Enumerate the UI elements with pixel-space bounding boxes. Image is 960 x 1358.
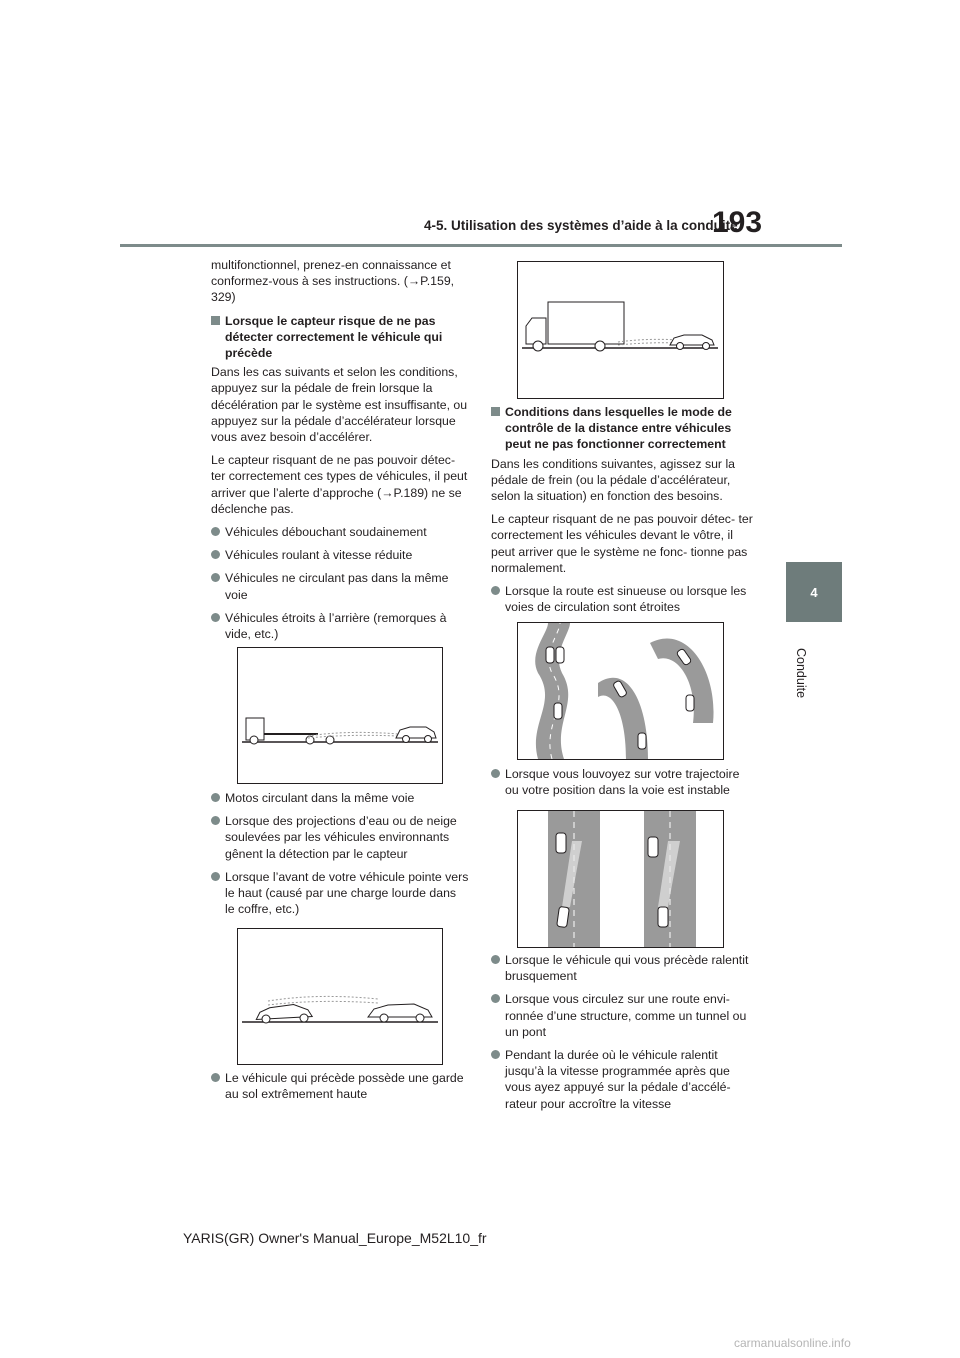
- heading-distance-control: Conditions dans lesquelles le mode de contrôle de la distance entre véhicules peut ne pas fonctionner correctement: [491, 404, 753, 453]
- heading-sensor-detection: Lorsque le capteur risque de ne pas détecter correctement le véhicule qui précède: [211, 313, 469, 362]
- watermark: carmanualsonline.info: [734, 1336, 851, 1350]
- list-item: Véhicules débouchant soudainement: [211, 524, 469, 540]
- header-divider: [120, 244, 842, 247]
- section-title: 4-5. Utilisation des systèmes d’aide à la conduite: [424, 218, 738, 233]
- list-item: Lorsque des projections d’eau ou de neige soulevées par les véhicules environnants gênent la détection par le capteur: [211, 813, 469, 862]
- figure-nose-up: [237, 928, 443, 1065]
- right-column-bottom: [491, 952, 753, 1119]
- list-item: Motos circulant dans la même voie: [211, 790, 469, 806]
- list-item: Lorsque vous circulez sur une route envi- ronnée d’une structure, comme un tunnel ou un pont: [491, 991, 753, 1040]
- figure-high-truck: [517, 261, 724, 399]
- right-column-top: [491, 404, 753, 622]
- chapter-tab[interactable]: [786, 562, 842, 622]
- figure-empty-trailer: [237, 647, 443, 784]
- list-item: Véhicules étroits à l’arrière (remorques à vide, etc.): [211, 610, 469, 642]
- chapter-number: 4: [810, 584, 818, 600]
- paragraph-2: Le capteur risquant de ne pas pouvoir détec- ter correctement ces types de véhicules, il peut arriver que l’alerte d’approche (→P.189) ne se déclenche pas.: [211, 453, 468, 516]
- list-item: Lorsque le véhicule qui vous précède ralentit brusquement: [491, 952, 753, 984]
- left-column-mid: [211, 790, 469, 924]
- figure-curved-roads: [517, 622, 724, 760]
- left-column-bottom: [211, 1070, 469, 1109]
- page-number: 193: [712, 206, 763, 239]
- right-column-mid: [491, 766, 753, 805]
- list-item: Véhicules roulant à vitesse réduite: [211, 547, 469, 563]
- list-item: Le véhicule qui précède possède une garde au sol extrêmement haute: [211, 1070, 469, 1102]
- list-item: Pendant la durée où le véhicule ralentit jusqu’à la vitesse programmée après que vous ayez appuyé sur la pédale d’accélé- rateur pour accroître la vitesse: [491, 1047, 753, 1112]
- list-item: Lorsque vous louvoyez sur votre trajectoire ou votre position dans la voie est instable: [491, 766, 753, 798]
- list-item: Lorsque l’avant de votre véhicule pointe vers le haut (causé par une charge lourde dans le coffre, etc.): [211, 869, 469, 918]
- paragraph-4: Le capteur risquant de ne pas pouvoir détec- ter correctement les véhicules devant le vôtre, il peut arriver que le système ne fonc- tionne pas normalement.: [491, 512, 753, 575]
- left-column-top: [211, 257, 469, 649]
- list-item: Lorsque la route est sinueuse ou lorsque les voies de circulation sont étroites: [491, 583, 753, 615]
- intro-text: multifonctionnel, prenez-en connaissance et conformez-vous à ses instructions. (→P.159, 329): [211, 258, 455, 305]
- paragraph-3: Dans les conditions suivantes, agissez sur la pédale de frein (ou la pédale d’accélérateur, selon la situation) en fonction des besoins.: [491, 456, 736, 504]
- chapter-label-wrap: [778, 628, 818, 699]
- paragraph-1: Dans les cas suivants et selon les conditions, appuyez sur la pédale de frein lorsque la décélération par le système est insuffisante, ou appuyez sur la pédale d’accélérateur lorsque vous avez besoin d’accélérer.: [211, 365, 468, 445]
- footer-text: YARIS(GR) Owner's Manual_Europe_M52L10_fr: [183, 1230, 487, 1246]
- list-item: Véhicules ne circulant pas dans la même voie: [211, 570, 469, 602]
- chapter-label: Conduite: [794, 648, 808, 699]
- figure-weaving: [517, 810, 724, 948]
